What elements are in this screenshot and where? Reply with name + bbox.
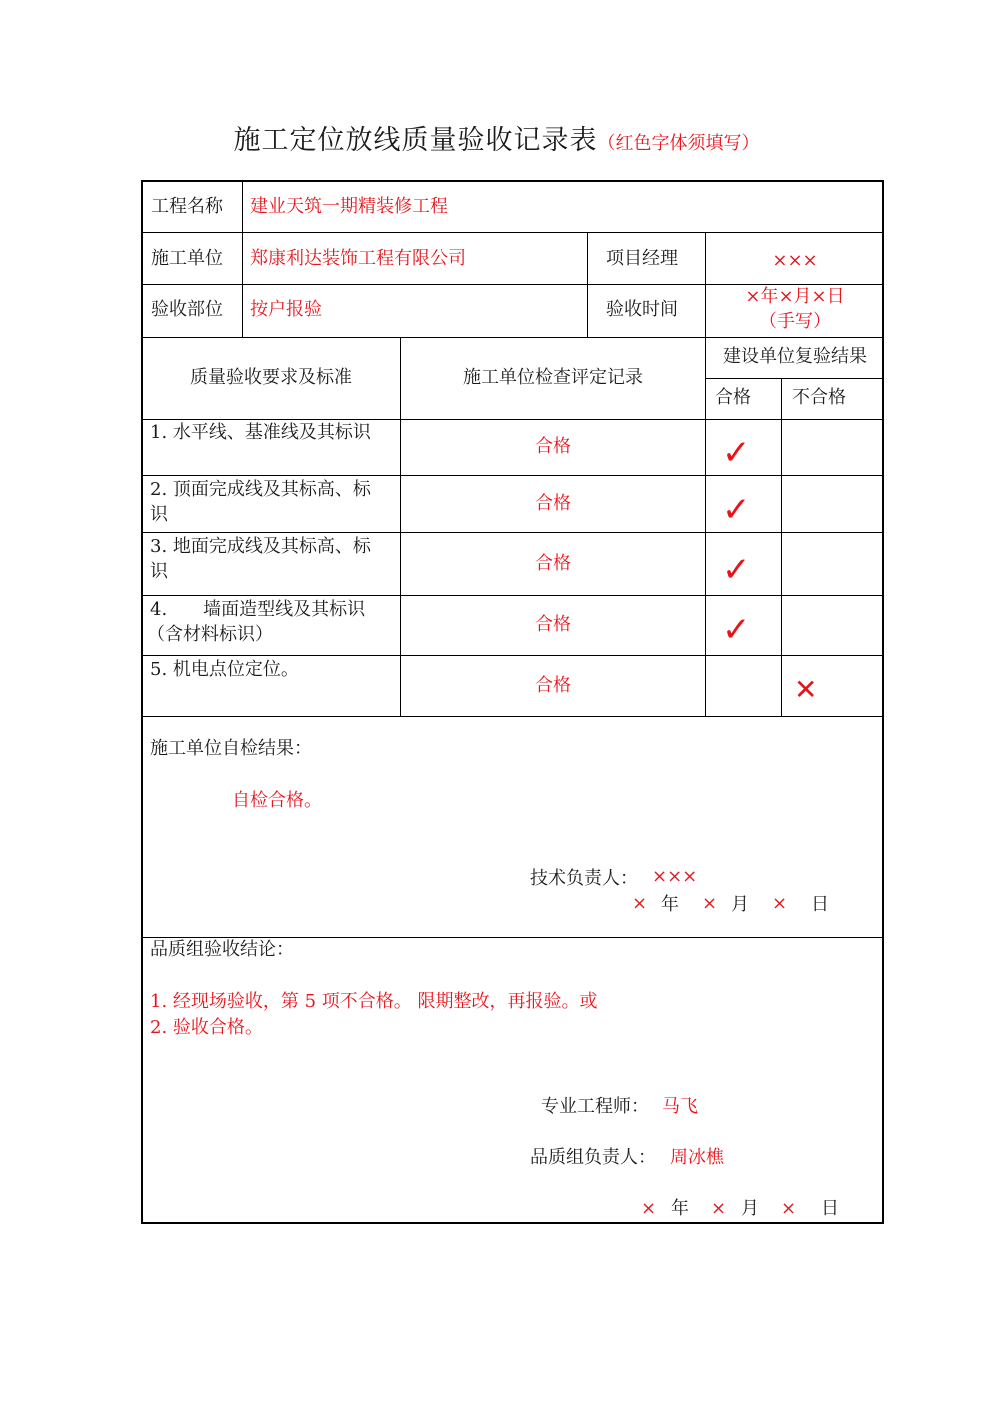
row-divider [141,337,884,338]
requirement-3-cont: 识 [150,561,168,582]
record-1: 合格 [535,436,571,457]
col-header-pass: 合格 [715,387,751,408]
contractor-label: 施工单位 [151,248,223,269]
date-day-mark: × [781,1198,797,1219]
tech-lead-value: ××× [652,866,698,887]
check-icon: ✓ [722,550,751,590]
date-year-label: 年 [671,1198,689,1219]
date-day-label: 日 [811,894,829,915]
date-day-label: 日 [821,1198,839,1219]
engineer-label: 专业工程师： [541,1096,649,1117]
tech-lead-label: 技术负责人： [530,868,638,889]
requirement-4: 4. 墙面造型线及其标识 [150,599,366,620]
inspect-time-note: （手写） [759,311,831,332]
row-divider [141,232,884,233]
col-divider [242,180,243,337]
check-icon: ✓ [722,490,751,530]
requirement-4-cont: （含材料标识） [147,624,273,645]
col-header-owner-recheck: 建设单位复验结果 [723,346,867,367]
manager-value: ××× [772,250,818,271]
col-divider [400,337,401,716]
row-divider [705,378,884,379]
requirement-2-cont: 识 [150,504,168,525]
check-icon: ✓ [722,610,751,650]
inspect-part-label: 验收部位 [151,299,223,320]
manager-label: 项目经理 [606,248,678,269]
requirement-1: 1. 水平线、基准线及其标识 [150,422,371,443]
row-divider [141,475,884,476]
title-note: （红色字体须填写） [597,133,760,154]
requirement-2: 2. 顶面完成线及其标高、标 [150,479,371,500]
col-header-contractor-record: 施工单位检查评定记录 [463,367,643,388]
record-5: 合格 [535,675,571,696]
col-header-requirements: 质量验收要求及标准 [190,367,352,388]
date-year-mark: × [641,1198,657,1219]
title-main: 施工定位放线质量验收记录表 [233,125,598,156]
inspect-part-value: 按户报验 [250,299,322,320]
date-year-label: 年 [661,894,679,915]
row-divider [141,655,884,656]
record-2: 合格 [535,493,571,514]
row-divider [141,595,884,596]
row-divider [141,716,884,717]
self-check-value: 自检合格。 [232,790,322,811]
inspect-time-label: 验收时间 [606,299,678,320]
check-icon: ✓ [722,433,751,473]
date-year-mark: × [632,893,648,914]
self-check-label: 施工单位自检结果： [150,738,312,759]
cross-icon: ✕ [794,673,818,706]
requirement-5: 5. 机电点位定位。 [150,659,299,680]
conclusion-item-1: 1. 经现场验收，第 5 项不合格。 限期整改，再报验。或 [150,991,598,1012]
col-header-fail: 不合格 [792,387,846,408]
project-name-label: 工程名称 [151,196,223,217]
col-divider [781,378,782,716]
date-month-mark: × [702,893,718,914]
date-month-label: 月 [731,894,749,915]
engineer-value: 马飞 [662,1096,698,1117]
record-3: 合格 [535,553,571,574]
date-month-mark: × [711,1198,727,1219]
date-day-mark: × [772,893,788,914]
project-name-value: 建业天筑一期精装修工程 [250,196,448,217]
requirement-3: 3. 地面完成线及其标高、标 [150,536,371,557]
quality-lead-label: 品质组负责人： [530,1147,656,1168]
quality-group-label: 品质组验收结论： [150,939,294,960]
page-title [0,118,993,157]
conclusion-item-2: 2. 验收合格。 [150,1017,263,1038]
date-month-label: 月 [741,1198,759,1219]
contractor-value: 郑康利达装饰工程有限公司 [250,248,466,269]
row-divider [141,532,884,533]
col-divider [587,232,588,337]
quality-lead-value: 周冰樵 [670,1147,724,1168]
inspect-time-value: ×年×月×日 [745,286,845,307]
record-4: 合格 [535,614,571,635]
